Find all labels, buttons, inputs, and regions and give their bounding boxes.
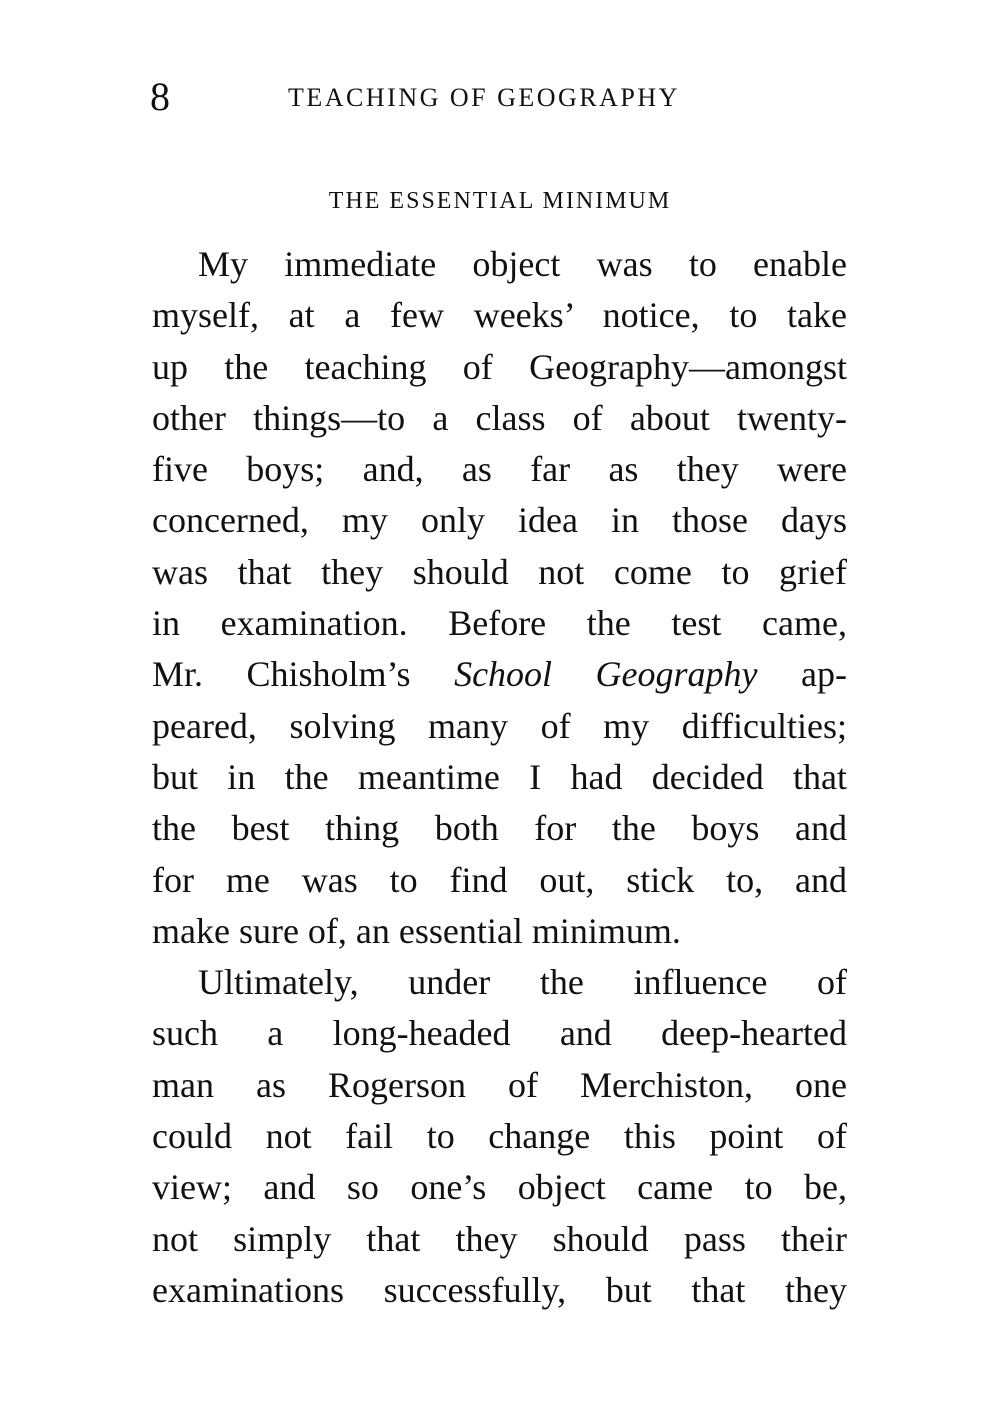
text-line: five boys; and, as far as they were — [152, 449, 847, 490]
text-line: was that they should not come to grief — [152, 551, 847, 592]
running-head — [150, 72, 850, 122]
text-line: not simply that they should pass their — [152, 1218, 847, 1259]
text-line-with-italic-title — [152, 649, 847, 700]
text-line: Ultimately, under the influence of — [198, 962, 847, 1003]
text-line: make sure of, an essential minimum. — [152, 910, 681, 951]
page-number: 8 — [150, 74, 170, 119]
text-line: man as Rogerson of Merchiston, one — [152, 1064, 847, 1105]
text-line: for me was to find out, stick to, and — [152, 859, 847, 900]
body-text — [152, 239, 847, 1316]
text-line: myself, at a few weeks’ notice, to take — [152, 295, 847, 336]
text-segment: ap- — [757, 654, 847, 695]
text-line: other things—to a class of about twenty- — [152, 397, 847, 438]
text-line: but in the meantime I had decided that — [152, 756, 847, 797]
text-line: concerned, my only idea in those days — [152, 500, 847, 541]
text-line: view; and so one’s object came to be, — [152, 1167, 847, 1208]
italic-book-title: School Geography — [454, 654, 758, 695]
section-heading: THE ESSENTIAL MINIMUM — [328, 188, 672, 214]
text-line: peared, solving many of my difficulties; — [152, 705, 847, 746]
running-title: TEACHING OF GEOGRAPHY — [288, 83, 680, 112]
text-line: examinations successfully, but that they — [152, 1269, 847, 1310]
text-line: up the teaching of Geography—amongst — [152, 346, 847, 387]
text-line: such a long-headed and deep-hearted — [152, 1013, 847, 1054]
text-line: the best thing both for the boys and — [152, 808, 847, 849]
text-line: could not fail to change this point of — [152, 1116, 847, 1157]
text-line: in examination. Before the test came, — [152, 603, 847, 644]
text-segment: Mr. Chisholm’s — [152, 654, 455, 695]
text-line: My immediate object was to enable — [198, 244, 847, 284]
